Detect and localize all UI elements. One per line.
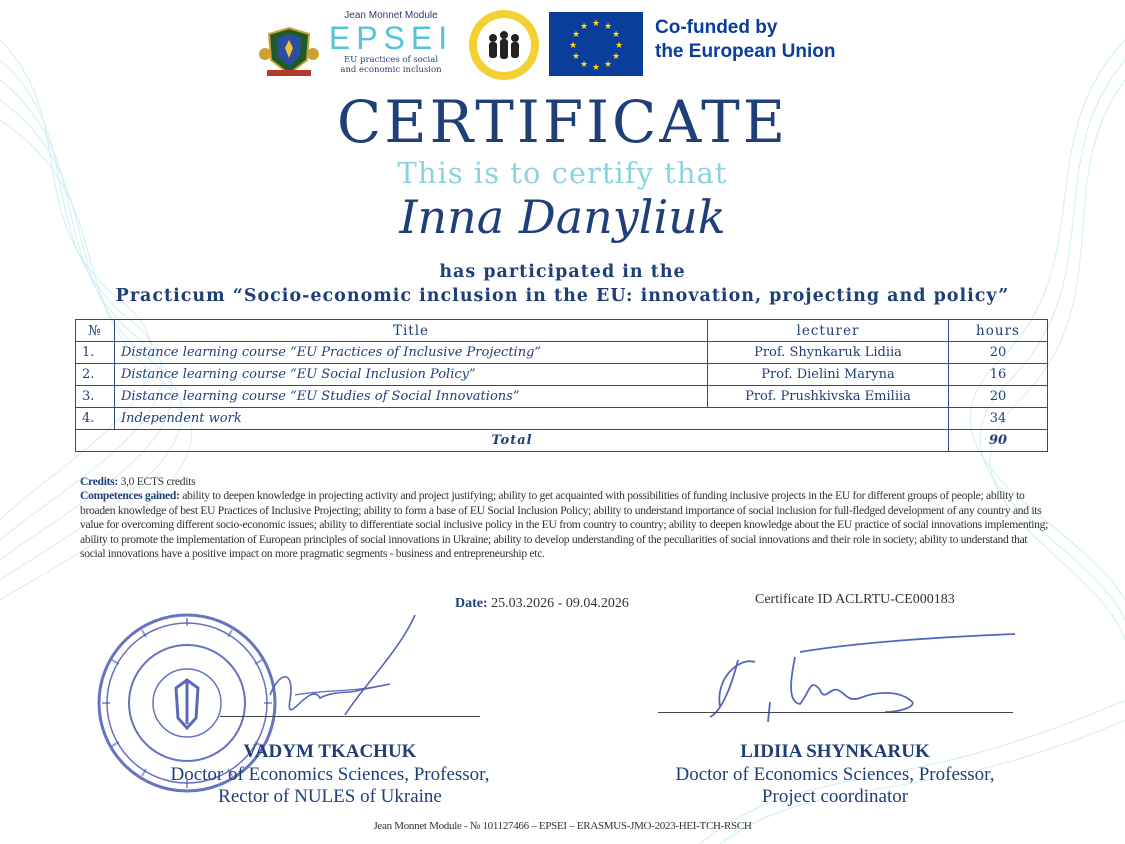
- total-value: 90: [949, 430, 1048, 452]
- course-table: [75, 319, 1048, 452]
- row-number: 4.: [76, 408, 115, 430]
- row-number: 2.: [76, 364, 115, 386]
- table-row: [76, 342, 1048, 364]
- participated-text: has participated in the: [439, 262, 686, 282]
- signatory-left: [125, 740, 535, 808]
- header-lecturer: lecturer: [708, 320, 949, 342]
- svg-text:★: ★: [603, 22, 613, 32]
- row-lecturer: Prof. Dielini Maryna: [708, 364, 949, 386]
- row-lecturer: Prof. Shynkaruk Lidiia: [708, 342, 949, 364]
- certificate-title: CERTIFICATE: [336, 88, 789, 156]
- date-line: [455, 596, 629, 612]
- row-number: 1.: [76, 342, 115, 364]
- eu-line-2: the European Union: [655, 41, 836, 62]
- table-row: [76, 386, 1048, 408]
- jean-monnet-block: [327, 10, 455, 75]
- row-hours: 34: [949, 408, 1048, 430]
- svg-text:★: ★: [603, 60, 613, 70]
- signatory-role-1: Doctor of Economics Sciences, Professor,: [170, 764, 490, 785]
- row-hours: 20: [949, 342, 1048, 364]
- recipient-name: Inna Danyliuk: [399, 190, 726, 244]
- practicum-title: Practicum “Socio-economic inclusion in the EU: innovation, projecting and policy”: [115, 286, 1010, 306]
- header-logos: [255, 8, 875, 80]
- row-title: Distance learning course “EU Studies of Social Innovations”: [115, 386, 708, 408]
- signature-line-left: [220, 716, 480, 717]
- epsei-subtitle-1: EU practices of social: [343, 55, 439, 65]
- header-number: №: [76, 320, 115, 342]
- signature-tkachuk: [240, 610, 470, 730]
- credits-label: Credits:: [80, 475, 118, 488]
- row-hours: 20: [949, 386, 1048, 408]
- certify-text: This is to certify that: [397, 156, 728, 190]
- table-total-row: [76, 430, 1048, 452]
- svg-text:★: ★: [611, 30, 621, 40]
- svg-text:★: ★: [591, 19, 601, 29]
- competences-text: ability to deepen knowledge in projecting activity and project justifying; ability to get acquainted with possibilities of funding inclusive projects in the EU for different groups of people; ability to broaden knowledge of best EU Practices of Inclusive Projecting; ability to form a base of EU Social Inclusion Policy; ability to understand importance of social inclusion for full-fledged development of any country and its value for overcoming different socio-economic issues; ability to differentiate social inclusive policy in the EU from country to country; ability to deepen knowledge about the EU practice of social innovations implementing; ability to promote the implementation of European principles of social innovations in Ukraine; ability to develop understanding of the peculiarities of social innovations and their role in society; ability to understand that social innovations have a positive impact on more pragmatic segments - business and entrepreneurship etc.: [80, 489, 1049, 561]
- row-title: Distance learning course “EU Social Inclusion Policy”: [115, 364, 708, 386]
- credits-section: [80, 475, 1050, 561]
- credits-value: 3,0 ECTS credits: [117, 475, 196, 488]
- epsei-subtitle-2: and economic inclusion: [340, 65, 442, 75]
- date-value: 25.03.2026 - 09.04.2026: [487, 596, 629, 611]
- svg-text:★: ★: [579, 22, 589, 32]
- row-hours: 16: [949, 364, 1048, 386]
- signatory-role-2: Project coordinator: [761, 786, 909, 807]
- signature-line-right: [658, 712, 1013, 713]
- svg-text:★: ★: [591, 63, 601, 73]
- association-circle-logo: [467, 8, 541, 82]
- table-header-row: [76, 320, 1048, 342]
- row-lecturer: Prof. Prushkivska Emiliia: [708, 386, 949, 408]
- competences-label: Competences gained:: [80, 489, 180, 503]
- eu-cofunded-text: [655, 16, 836, 64]
- signatory-name: VADYM TKACHUK: [243, 741, 417, 762]
- epsei-logo: EPSEI: [328, 20, 454, 56]
- row-title: Independent work: [115, 408, 949, 430]
- certificate-id: Certificate ID ACLRTU-CE000183: [755, 592, 955, 607]
- signatory-role-2: Rector of NULES of Ukraine: [218, 786, 442, 807]
- svg-text:★: ★: [571, 30, 581, 40]
- signatory-role-1: Doctor of Economics Sciences, Professor,: [675, 764, 995, 785]
- row-title: Distance learning course “EU Practices of Inclusive Projecting”: [115, 342, 708, 364]
- signature-shynkaruk: [660, 632, 1020, 742]
- footer-text: Jean Monnet Module - № 101127466 – EPSEI – ERASMUS-JMO-2023-HEI-TCH-RSCH: [373, 820, 752, 832]
- competences-paragraph: [80, 489, 1050, 561]
- svg-text:★: ★: [571, 52, 581, 62]
- table-row: [76, 408, 1048, 430]
- svg-text:★: ★: [579, 60, 589, 70]
- row-number: 3.: [76, 386, 115, 408]
- svg-text:★: ★: [611, 52, 621, 62]
- eu-flag-icon: [549, 12, 643, 76]
- date-label: Date:: [455, 596, 488, 611]
- total-label: Total: [76, 430, 949, 452]
- jean-monnet-title: Jean Monnet Module: [344, 10, 438, 21]
- eu-line-1: Co-funded by: [655, 17, 778, 38]
- university-crest-logo: [257, 14, 321, 80]
- signatory-right: [650, 740, 1020, 808]
- header-title: Title: [115, 320, 708, 342]
- credits-line: [80, 475, 1050, 489]
- signatory-name: LIDIIA SHYNKARUK: [740, 741, 930, 762]
- table-row: [76, 364, 1048, 386]
- svg-text:★: ★: [568, 41, 578, 51]
- header-hours: hours: [949, 320, 1048, 342]
- svg-text:★: ★: [614, 41, 624, 51]
